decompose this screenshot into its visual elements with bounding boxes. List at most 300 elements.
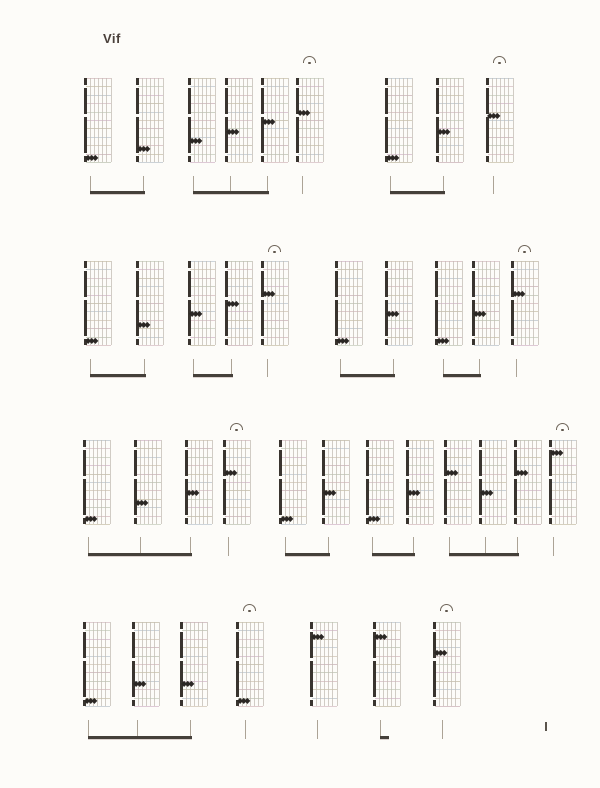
grid-v-line: [380, 440, 381, 524]
grid-nut-bar: [310, 622, 313, 629]
grid-v-line: [563, 440, 564, 524]
grid-v-line: [336, 440, 337, 524]
notation-grid: [238, 622, 263, 706]
grid-nut-bar: [479, 440, 482, 447]
grid-v-line: [521, 261, 522, 345]
grid-v-line: [252, 78, 253, 162]
grid-nut-bar: [479, 450, 482, 476]
note-marker: ◆◆◆: [487, 110, 498, 120]
grid-nut-bar: [486, 78, 489, 85]
grid-v-line: [243, 78, 244, 162]
grid-v-line: [462, 261, 463, 345]
grid-v-line: [341, 261, 342, 345]
fermata-icon: [493, 56, 506, 63]
grid-v-line: [400, 622, 401, 706]
grid-v-line: [279, 261, 280, 345]
grid-v-line: [536, 440, 537, 524]
grid-v-line: [195, 440, 196, 524]
grid-v-line: [412, 78, 413, 162]
grid-nut-bar: [188, 271, 191, 297]
grid-nut-bar: [486, 88, 489, 114]
grid-nut-bar: [385, 271, 388, 297]
grid-nut-bar: [549, 440, 552, 447]
grid-nut-bar: [185, 450, 188, 476]
grid-nut-bar: [444, 518, 447, 524]
note-marker: ◆◆◆: [262, 288, 273, 298]
grid-v-line: [478, 261, 479, 345]
grid-nut-bar: [83, 632, 86, 658]
note-marker: ◆◆◆: [135, 498, 146, 507]
grid-nut-bar: [366, 450, 369, 476]
grid-v-line: [442, 78, 443, 162]
grid-h-line: [263, 162, 288, 163]
note-marker: ◆◆◆: [262, 116, 273, 126]
note-marker: ◆◆◆: [445, 467, 456, 477]
grid-v-line: [215, 78, 216, 162]
grid-h-line: [134, 706, 159, 707]
grid-h-line: [387, 162, 412, 163]
note-marker: ◆◆◆: [473, 308, 484, 318]
notation-grid: [324, 440, 349, 524]
grid-v-line: [450, 440, 451, 524]
grid-v-line: [372, 440, 373, 524]
grid-v-line: [332, 622, 333, 706]
grid-nut-bar: [180, 700, 183, 706]
notation-grid: [134, 622, 159, 706]
note-marker: ◆◆◆: [515, 467, 526, 477]
grid-h-line: [337, 345, 362, 346]
grid-v-line: [242, 622, 243, 706]
grid-v-line: [353, 261, 354, 345]
notation-grid: [368, 440, 393, 524]
grid-v-line: [158, 261, 159, 345]
rhythm-beam: [285, 553, 330, 556]
grid-v-line: [439, 622, 440, 706]
grid-nut-bar: [83, 440, 86, 447]
grid-v-line: [279, 78, 280, 162]
grid-v-line: [508, 78, 509, 162]
grid-h-line: [481, 524, 506, 525]
fermata-dot: [308, 62, 311, 65]
grid-v-line: [433, 440, 434, 524]
grid-v-line: [93, 440, 94, 524]
grid-nut-bar: [236, 622, 239, 629]
grid-v-line: [89, 440, 90, 524]
grid-nut-bar: [385, 78, 388, 85]
grid-v-line: [111, 78, 112, 162]
grid-h-line: [190, 162, 215, 163]
grid-nut-bar: [84, 261, 87, 268]
rhythm-beam: [88, 736, 192, 739]
grid-v-line: [318, 78, 319, 162]
grid-v-line: [314, 78, 315, 162]
grid-h-line: [86, 162, 111, 163]
rhythm-beam: [443, 374, 481, 377]
grid-nut-bar: [322, 450, 325, 476]
grid-v-line: [241, 440, 242, 524]
rhythm-beam: [193, 191, 269, 194]
beam-stem: [317, 720, 318, 739]
grid-v-line: [482, 261, 483, 345]
grid-v-line: [376, 440, 377, 524]
note-marker: ◆◆◆: [437, 126, 448, 136]
grid-nut-bar: [549, 518, 552, 524]
fermata-icon: [230, 423, 243, 430]
grid-v-line: [283, 261, 284, 345]
grid-v-line: [206, 78, 207, 162]
grid-v-line: [161, 440, 162, 524]
grid-nut-bar: [136, 339, 139, 345]
grid-v-line: [254, 622, 255, 706]
notation-grid: [298, 78, 323, 162]
note-marker: ◆◆◆: [367, 513, 378, 523]
grid-v-line: [520, 440, 521, 524]
rhythm-beam: [340, 374, 395, 377]
grid-v-line: [154, 622, 155, 706]
grid-nut-bar: [296, 78, 299, 85]
grid-v-line: [412, 440, 413, 524]
grid-v-line: [210, 78, 211, 162]
note-marker: ◆◆◆: [85, 335, 96, 345]
grid-h-line: [368, 524, 393, 525]
grid-v-line: [450, 78, 451, 162]
grid-nut-bar: [436, 78, 439, 85]
notation-grid: [136, 440, 161, 524]
grid-v-line: [393, 440, 394, 524]
grid-nut-bar: [436, 156, 439, 162]
grid-nut-bar: [435, 271, 438, 297]
grid-v-line: [110, 440, 111, 524]
grid-v-line: [90, 261, 91, 345]
grid-nut-bar: [223, 440, 226, 447]
note-marker: ◆◆◆: [189, 136, 200, 145]
grid-nut-bar: [366, 440, 369, 447]
grid-v-line: [252, 261, 253, 345]
notation-grid: [85, 622, 110, 706]
grid-v-line: [445, 261, 446, 345]
grid-nut-bar: [225, 156, 228, 162]
grid-v-line: [101, 622, 102, 706]
grid-v-line: [250, 440, 251, 524]
grid-v-line: [571, 440, 572, 524]
grid-h-line: [375, 706, 400, 707]
grid-nut-bar: [188, 78, 191, 85]
note-marker: ◆◆◆: [311, 632, 322, 642]
fermata-icon: [440, 604, 453, 611]
grid-v-line: [156, 440, 157, 524]
grid-v-line: [384, 440, 385, 524]
grid-v-line: [93, 622, 94, 706]
grid-v-line: [97, 622, 98, 706]
grid-nut-bar: [83, 479, 86, 516]
notation-grid: [438, 78, 463, 162]
grid-nut-bar: [83, 450, 86, 476]
notation-grid: [225, 440, 250, 524]
grid-v-line: [517, 261, 518, 345]
grid-nut-bar: [296, 156, 299, 162]
grid-v-line: [190, 622, 191, 706]
grid-h-line: [86, 345, 111, 346]
grid-v-line: [494, 261, 495, 345]
grid-h-line: [182, 706, 207, 707]
grid-nut-bar: [225, 78, 228, 85]
grid-nut-bar: [83, 622, 86, 629]
grid-nut-bar: [433, 661, 436, 698]
grid-nut-bar: [225, 88, 228, 114]
grid-v-line: [344, 440, 345, 524]
grid-v-line: [206, 261, 207, 345]
grid-v-line: [186, 622, 187, 706]
grid-v-line: [89, 622, 90, 706]
grid-v-line: [263, 622, 264, 706]
grid-v-line: [105, 622, 106, 706]
grid-nut-bar: [134, 479, 137, 516]
grid-nut-bar: [435, 300, 438, 337]
grid-v-line: [337, 622, 338, 706]
grid-nut-bar: [188, 339, 191, 345]
grid-nut-bar: [185, 518, 188, 524]
grid-v-line: [492, 78, 493, 162]
notation-grid: [86, 78, 111, 162]
grid-v-line: [194, 261, 195, 345]
grid-nut-bar: [188, 261, 191, 268]
grid-v-line: [275, 261, 276, 345]
note-marker: ◆◆◆: [84, 513, 95, 523]
rhythm-beam: [449, 553, 519, 556]
grid-v-line: [533, 261, 534, 345]
note-marker: ◆◆◆: [550, 447, 561, 457]
grid-nut-bar: [225, 261, 228, 268]
grid-nut-bar: [132, 622, 135, 629]
grid-v-line: [497, 440, 498, 524]
note-marker: ◆◆◆: [137, 319, 148, 329]
fermata-dot: [561, 429, 564, 432]
grid-v-line: [146, 622, 147, 706]
notation-grid: [190, 261, 215, 345]
grid-v-line: [471, 440, 472, 524]
grid-v-line: [215, 261, 216, 345]
grid-v-line: [407, 261, 408, 345]
grid-v-line: [528, 440, 529, 524]
grid-v-line: [148, 440, 149, 524]
grid-v-line: [567, 440, 568, 524]
grid-v-line: [420, 440, 421, 524]
grid-v-line: [493, 440, 494, 524]
grid-v-line: [152, 440, 153, 524]
grid-v-line: [293, 440, 294, 524]
grid-nut-bar: [84, 88, 87, 114]
grid-nut-bar: [261, 300, 264, 337]
grid-h-line: [85, 524, 110, 525]
grid-v-line: [395, 78, 396, 162]
grid-v-line: [306, 440, 307, 524]
rhythm-beam: [390, 191, 445, 194]
grid-v-line: [138, 622, 139, 706]
grid-nut-bar: [188, 156, 191, 162]
grid-nut-bar: [373, 622, 376, 629]
grid-v-line: [310, 78, 311, 162]
grid-v-line: [424, 440, 425, 524]
grid-v-line: [416, 440, 417, 524]
notation-grid: [387, 78, 412, 162]
grid-nut-bar: [223, 518, 226, 524]
note-marker: ◆◆◆: [181, 679, 192, 689]
grid-v-line: [446, 78, 447, 162]
grid-nut-bar: [472, 261, 475, 268]
note-marker: ◆◆◆: [336, 335, 347, 345]
grid-v-line: [203, 440, 204, 524]
grid-v-line: [362, 261, 363, 345]
grid-nut-bar: [188, 117, 191, 154]
grid-h-line: [516, 524, 541, 525]
grid-v-line: [271, 261, 272, 345]
notation-grid: [437, 261, 462, 345]
note-marker: ◆◆◆: [137, 144, 148, 154]
grid-v-line: [449, 261, 450, 345]
grid-nut-bar: [433, 622, 436, 629]
grid-v-line: [399, 261, 400, 345]
grid-nut-bar: [84, 117, 87, 154]
grid-v-line: [275, 78, 276, 162]
grid-nut-bar: [373, 700, 376, 706]
grid-nut-bar: [435, 261, 438, 268]
notation-grid: [187, 440, 212, 524]
grid-v-line: [490, 261, 491, 345]
beam-stem: [516, 359, 517, 377]
grid-v-line: [159, 622, 160, 706]
grid-v-line: [532, 440, 533, 524]
grid-v-line: [247, 261, 248, 345]
grid-v-line: [403, 78, 404, 162]
fermata-icon: [243, 604, 256, 611]
note-marker: ◆◆◆: [85, 152, 96, 162]
grid-nut-bar: [279, 479, 282, 516]
grid-h-line: [227, 345, 252, 346]
grid-v-line: [191, 440, 192, 524]
grid-h-line: [298, 162, 323, 163]
grid-v-line: [451, 622, 452, 706]
grid-nut-bar: [373, 661, 376, 698]
grid-nut-bar: [335, 271, 338, 297]
grid-nut-bar: [486, 156, 489, 162]
grid-nut-bar: [185, 440, 188, 447]
tempo-marking: Vif: [103, 31, 121, 46]
grid-v-line: [194, 622, 195, 706]
note-marker: ◆◆◆: [512, 288, 523, 298]
grid-nut-bar: [132, 632, 135, 658]
note-marker: ◆◆◆: [189, 308, 200, 318]
grid-h-line: [281, 524, 306, 525]
grid-v-line: [199, 440, 200, 524]
grid-nut-bar: [132, 700, 135, 706]
fermata-dot: [523, 251, 526, 254]
grid-v-line: [239, 261, 240, 345]
grid-nut-bar: [335, 300, 338, 337]
grid-h-line: [488, 162, 513, 163]
grid-h-line: [190, 345, 215, 346]
notation-grid: [551, 440, 576, 524]
grid-v-line: [110, 622, 111, 706]
grid-v-line: [462, 440, 463, 524]
grid-v-line: [106, 261, 107, 345]
grid-nut-bar: [549, 479, 552, 516]
notation-grid: [263, 78, 288, 162]
grid-v-line: [349, 440, 350, 524]
grid-v-line: [328, 622, 329, 706]
grid-h-line: [437, 345, 462, 346]
grid-nut-bar: [406, 450, 409, 476]
grid-h-line: [551, 524, 576, 525]
grid-v-line: [285, 440, 286, 524]
grid-v-line: [485, 440, 486, 524]
grid-nut-bar: [444, 440, 447, 447]
grid-nut-bar: [385, 339, 388, 345]
grid-v-line: [94, 78, 95, 162]
grid-nut-bar: [296, 117, 299, 154]
grid-nut-bar: [225, 271, 228, 297]
grid-v-line: [202, 78, 203, 162]
grid-v-line: [111, 261, 112, 345]
note-marker: ◆◆◆: [224, 467, 235, 477]
grid-v-line: [460, 622, 461, 706]
grid-nut-bar: [472, 339, 475, 345]
grid-v-line: [323, 78, 324, 162]
grid-v-line: [504, 78, 505, 162]
fermata-icon: [303, 56, 316, 63]
grid-v-line: [506, 440, 507, 524]
grid-v-line: [454, 440, 455, 524]
grid-v-line: [524, 440, 525, 524]
grid-v-line: [302, 78, 303, 162]
notation-grid: [488, 78, 513, 162]
notation-grid: [281, 440, 306, 524]
grid-nut-bar: [511, 261, 514, 268]
notation-grid: [227, 261, 252, 345]
grid-nut-bar: [180, 622, 183, 629]
grid-v-line: [283, 78, 284, 162]
note-marker: ◆◆◆: [84, 695, 95, 705]
note-marker: ◆◆◆: [297, 108, 308, 118]
grid-v-line: [231, 78, 232, 162]
grid-v-line: [289, 440, 290, 524]
grid-v-line: [412, 261, 413, 345]
grid-nut-bar: [84, 300, 87, 337]
notation-grid: [263, 261, 288, 345]
grid-nut-bar: [136, 88, 139, 114]
grid-v-line: [387, 622, 388, 706]
rhythm-beam-flag: [380, 736, 389, 739]
grid-nut-bar: [279, 440, 282, 447]
grid-v-line: [150, 622, 151, 706]
grid-v-line: [297, 440, 298, 524]
grid-nut-bar: [188, 88, 191, 114]
grid-v-line: [500, 78, 501, 162]
grid-v-line: [513, 78, 514, 162]
beam-stem: [228, 537, 229, 556]
grid-v-line: [466, 440, 467, 524]
grid-h-line: [225, 524, 250, 525]
grid-nut-bar: [261, 339, 264, 345]
grid-v-line: [102, 78, 103, 162]
grid-v-line: [98, 261, 99, 345]
grid-v-line: [332, 440, 333, 524]
grid-v-line: [207, 440, 208, 524]
note-marker: ◆◆◆: [186, 487, 197, 497]
grid-nut-bar: [322, 440, 325, 447]
grid-nut-bar: [406, 518, 409, 524]
grid-v-line: [288, 261, 289, 345]
grid-v-line: [529, 261, 530, 345]
